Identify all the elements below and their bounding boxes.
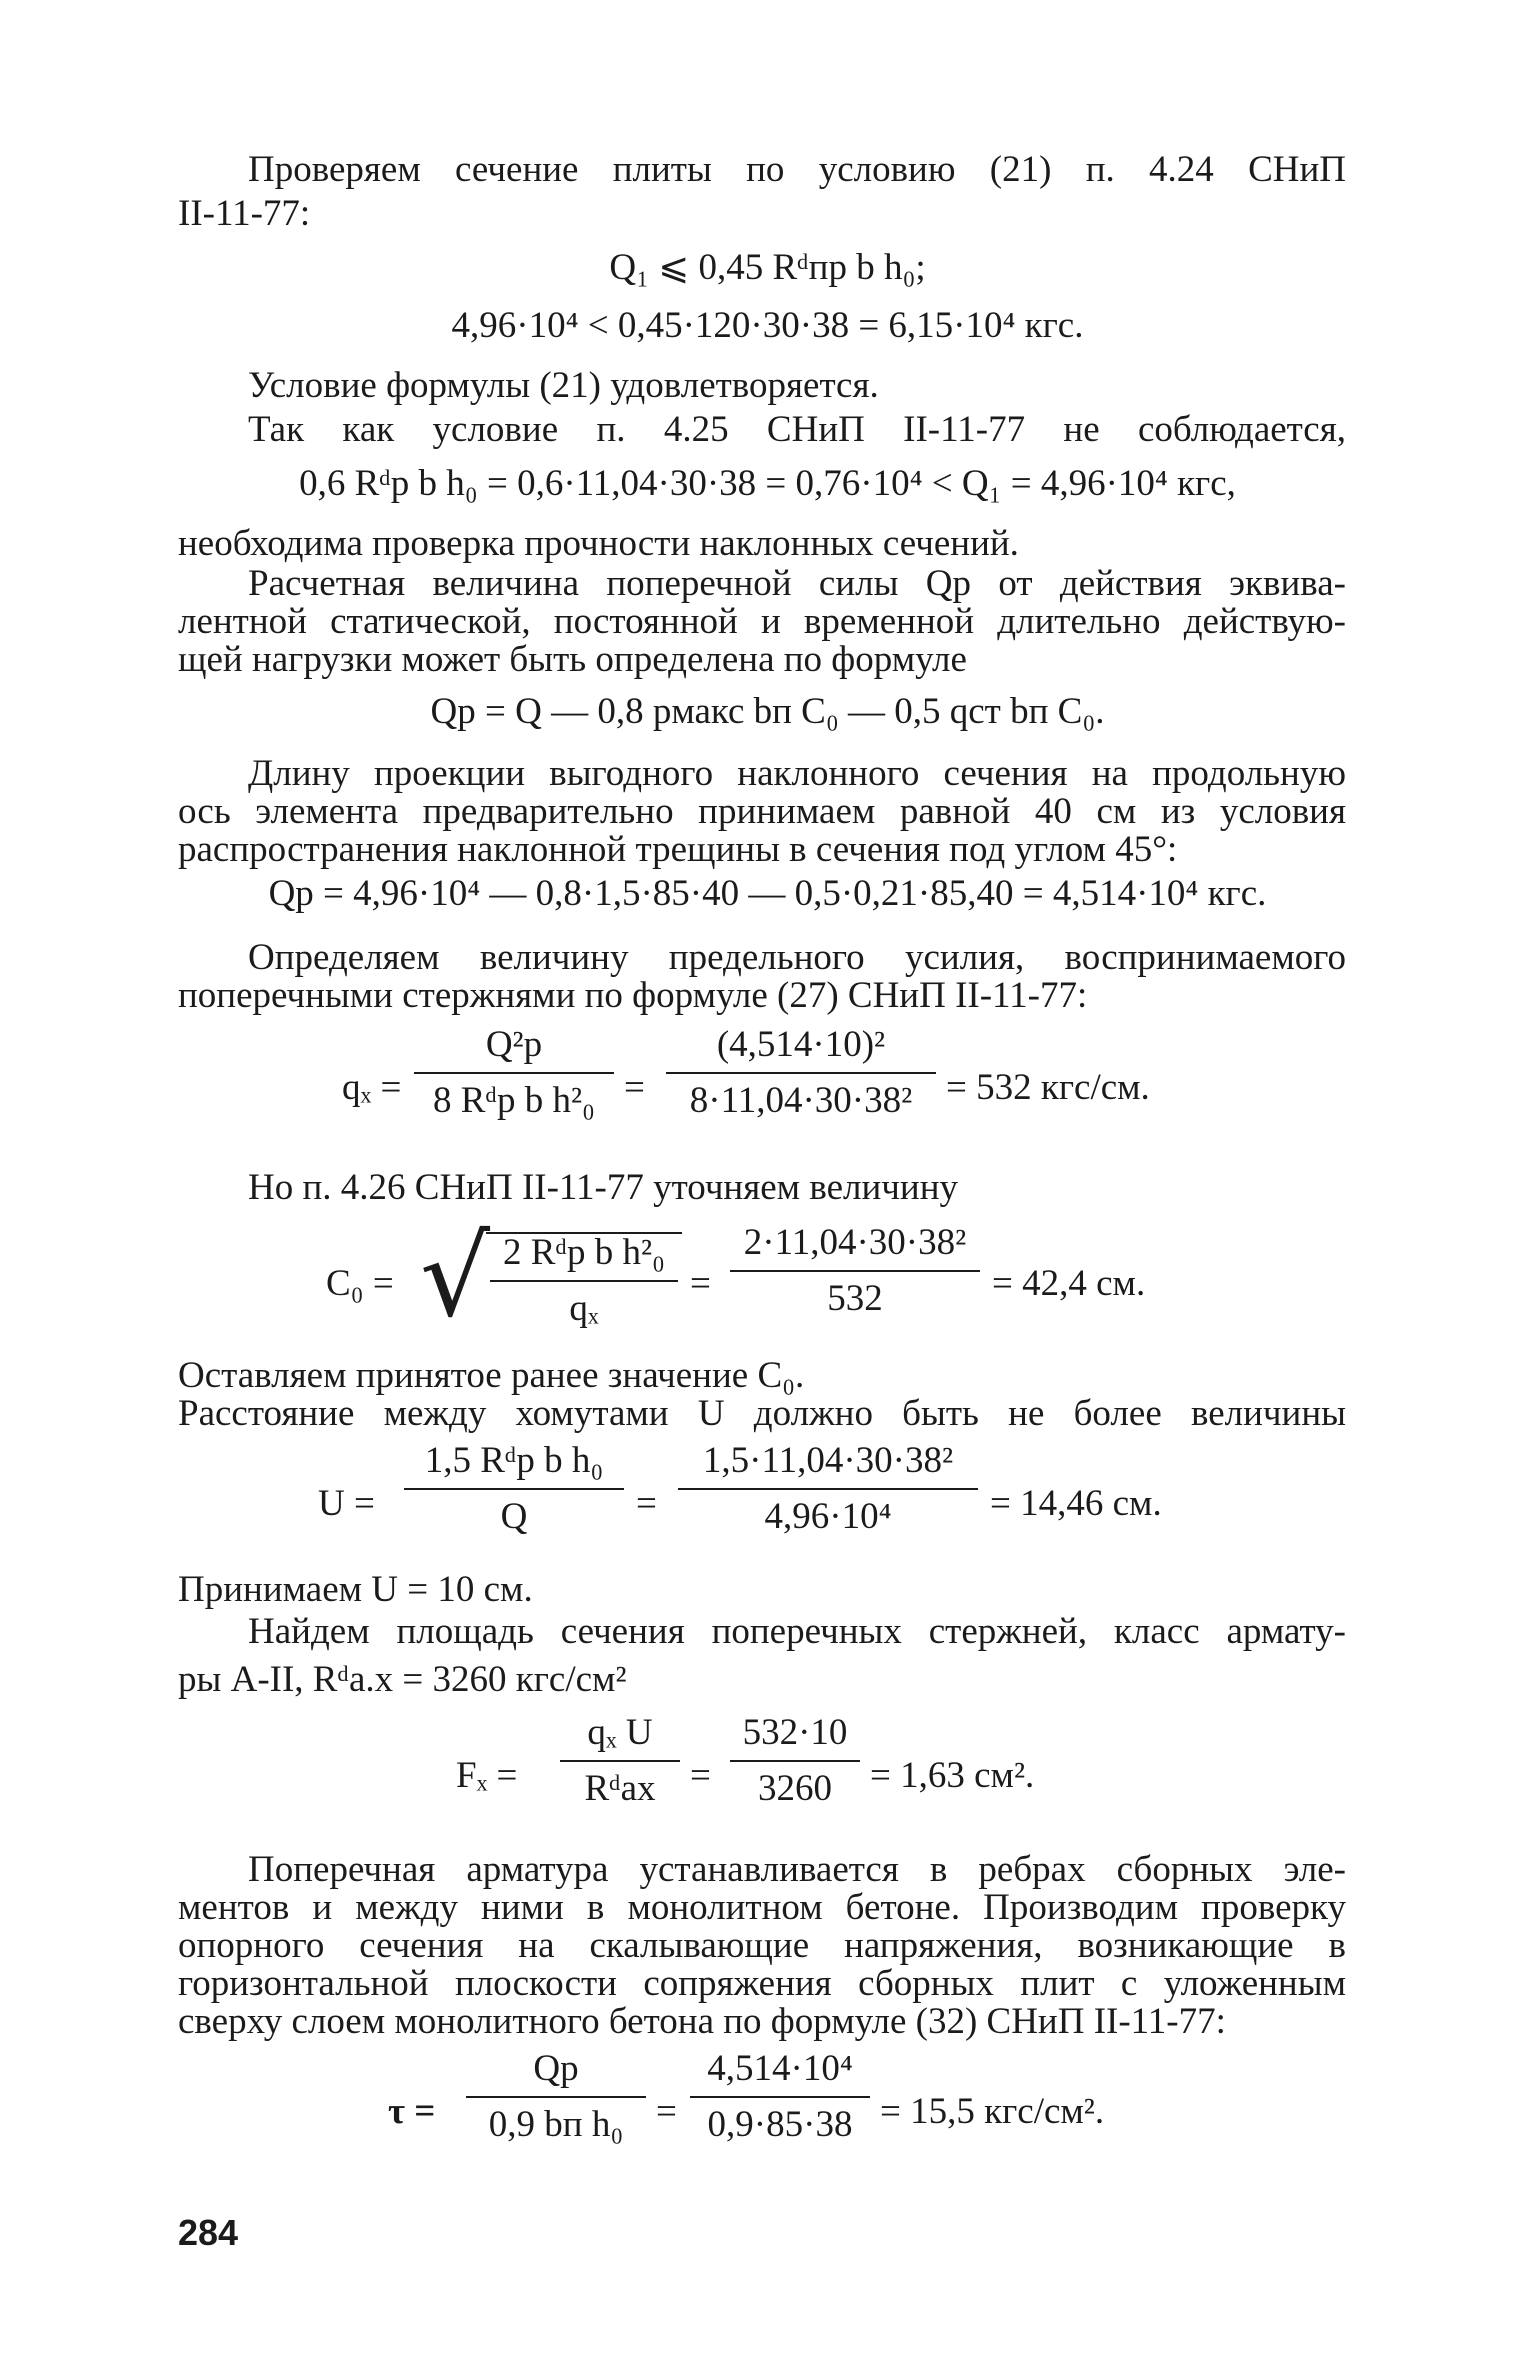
fraction bbox=[678, 1440, 978, 1538]
paragraph-line: Оставляем принятое ранее значение C₀. bbox=[178, 1355, 805, 1396]
equals-sign: = bbox=[690, 1755, 711, 1796]
fraction bbox=[414, 1024, 614, 1122]
fraction bbox=[730, 1222, 980, 1320]
formula-lhs: C₀ = bbox=[326, 1263, 394, 1304]
formula-result: = 1,63 см². bbox=[870, 1755, 1035, 1796]
numerator: 1,5 Rᵈр b h₀ bbox=[404, 1440, 624, 1490]
denominator: 0,9 bп h₀ bbox=[488, 2104, 624, 2145]
numerator: qₓ U bbox=[560, 1712, 680, 1762]
paragraph-line: Но п. 4.26 СНиП II-11-77 уточняем величину bbox=[248, 1167, 958, 1208]
numerator: 4,514·10⁴ bbox=[690, 2048, 870, 2098]
formula-lhs: U = bbox=[318, 1483, 375, 1524]
equals-sign: = bbox=[624, 1067, 645, 1108]
equation: Qр = 4,96·10⁴ — 0,8·1,5·85·40 — 0,5·0,21·85,40 = 4,514·10⁴ кгс. bbox=[268, 873, 1267, 914]
numerator: (4,514·10)² bbox=[666, 1024, 936, 1074]
fraction bbox=[490, 1232, 678, 1330]
fraction bbox=[666, 1024, 936, 1122]
denominator: Rᵈаx bbox=[584, 1768, 656, 1809]
equation: Q₁ ⩽ 0,45 Rᵈпр b h₀; bbox=[609, 247, 926, 288]
denominator: 4,96·10⁴ bbox=[764, 1496, 892, 1537]
equals-sign: = bbox=[636, 1483, 657, 1524]
paragraph-line: горизонтальной плоскости сопряжения сборных плит с уложенным bbox=[178, 1963, 1346, 2004]
denominator: 3260 bbox=[758, 1768, 832, 1809]
formula-lhs: τ = bbox=[388, 2091, 436, 2132]
numerator: 2·11,04·30·38² bbox=[730, 1222, 980, 1272]
fraction bbox=[466, 2048, 646, 2146]
denominator: 8 Rᵈр b h²₀ bbox=[433, 1080, 595, 1121]
numerator: 2 Rᵈр b h²₀ bbox=[490, 1232, 678, 1282]
paragraph-line: сверху слоем монолитного бетона по формуле (32) СНиП II-11-77: bbox=[178, 2001, 1226, 2042]
denominator: qₓ bbox=[569, 1288, 599, 1329]
paragraph-line: опорного сечения на скалывающие напряжения, возникающие в bbox=[178, 1925, 1346, 1966]
formula-result: = 15,5 кгс/см². bbox=[880, 2091, 1105, 2132]
denominator: Q bbox=[500, 1496, 528, 1537]
paragraph-line: Расчетная величина поперечной силы Qр от действия эквива- bbox=[248, 563, 1346, 604]
formula-result: = 42,4 см. bbox=[992, 1263, 1146, 1304]
paragraph-line: Условие формулы (21) удовлетворяется. bbox=[248, 365, 879, 406]
equation: 0,6 Rᵈр b h₀ = 0,6·11,04·30·38 = 0,76·10⁴ < Q₁ = 4,96·10⁴ кгс, bbox=[299, 463, 1236, 504]
radical-sign: √ bbox=[420, 1213, 491, 1341]
paragraph-line: Принимаем U = 10 см. bbox=[178, 1569, 533, 1610]
denominator: 0,9·85·38 bbox=[707, 2104, 853, 2145]
fraction bbox=[404, 1440, 624, 1538]
paragraph-line: Так как условие п. 4.25 СНиП II-11-77 не соблюдается, bbox=[248, 409, 1346, 450]
equals-sign: = bbox=[690, 1263, 711, 1304]
paragraph-line: распространения наклонной трещины в сечения под углом 45°: bbox=[178, 829, 1178, 870]
paragraph-line: ось элемента предварительно принимаем равной 40 см из условия bbox=[178, 791, 1346, 832]
equals-sign: = bbox=[656, 2091, 677, 2132]
formula-lhs: qₓ = bbox=[342, 1067, 402, 1108]
numerator: 532·10 bbox=[730, 1712, 860, 1762]
paragraph-line: лентной статической, постоянной и временной длительно действую- bbox=[178, 601, 1346, 642]
fraction bbox=[690, 2048, 870, 2146]
formula-lhs: Fₓ = bbox=[456, 1755, 518, 1796]
paragraph-line: поперечными стержнями по формуле (27) СНиП II-11-77: bbox=[178, 975, 1088, 1016]
fraction bbox=[730, 1712, 860, 1810]
formula-result: = 532 кгс/см. bbox=[946, 1067, 1150, 1108]
paragraph-line: Найдем площадь сечения поперечных стержней, класс армату- bbox=[248, 1611, 1346, 1652]
paragraph-line: Определяем величину предельного усилия, воспринимаемого bbox=[248, 937, 1346, 978]
page-number: 284 bbox=[178, 2212, 239, 2253]
denominator: 8·11,04·30·38² bbox=[689, 1080, 913, 1121]
paragraph-line: Длину проекции выгодного наклонного сечения на продольную bbox=[248, 753, 1346, 794]
equation: Qр = Q — 0,8 pмакс bп C₀ — 0,5 qст bп C₀. bbox=[430, 691, 1105, 732]
fraction bbox=[560, 1712, 680, 1810]
denominator: 532 bbox=[827, 1278, 883, 1319]
numerator: 1,5·11,04·30·38² bbox=[678, 1440, 978, 1490]
numerator: Qр bbox=[466, 2048, 646, 2098]
paragraph-line: ры А-II, Rᵈа.х = 3260 кгс/см² bbox=[178, 1659, 627, 1700]
paragraph-line: Расстояние между хомутами U должно быть не более величины bbox=[178, 1393, 1346, 1434]
paragraph-line: ментов и между ними в монолитном бетоне. Производим проверку bbox=[178, 1887, 1346, 1928]
paragraph-line: щей нагрузки может быть определена по формуле bbox=[178, 639, 967, 680]
equation: 4,96·10⁴ < 0,45·120·30·38 = 6,15·10⁴ кгс. bbox=[451, 305, 1084, 346]
numerator: Q²р bbox=[414, 1024, 614, 1074]
paragraph-line: II-11-77: bbox=[178, 193, 311, 234]
paragraph-line: необходима проверка прочности наклонных сечений. bbox=[178, 523, 1019, 564]
paragraph-line: Проверяем сечение плиты по условию (21) п. 4.24 СНиП bbox=[248, 149, 1346, 190]
formula-result: = 14,46 см. bbox=[990, 1483, 1162, 1524]
paragraph-line: Поперечная арматура устанавливается в ребрах сборных эле- bbox=[248, 1849, 1346, 1890]
